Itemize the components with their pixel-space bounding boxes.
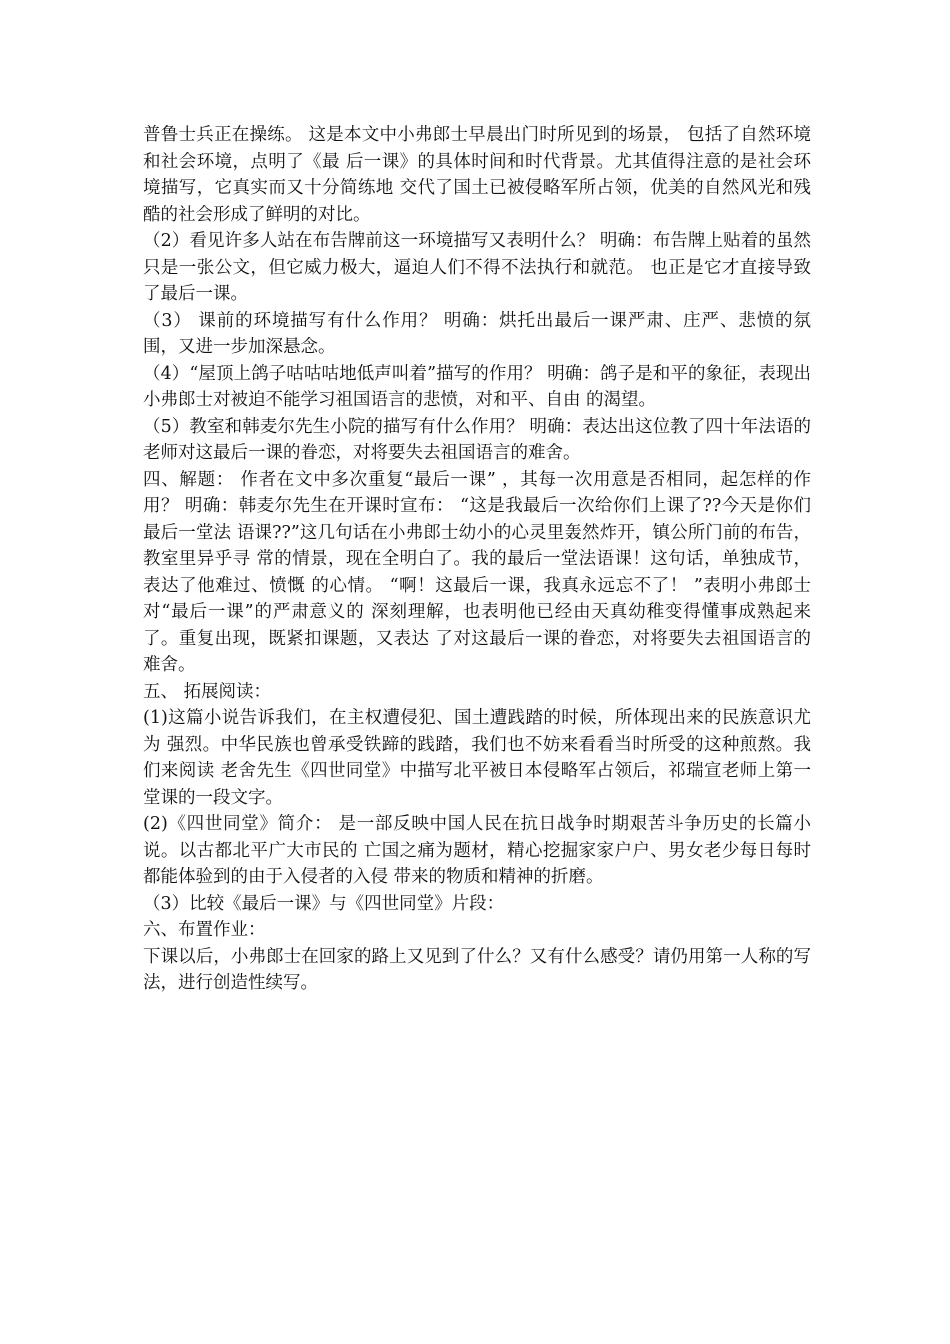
heading-section-5: 五、 拓展阅读： — [143, 681, 272, 702]
paragraph-extended-reading-1: (1)这篇小说告诉我们，在主权遭侵犯、国土遭践踏的时候，所体现出来的民族意识尤为 强烈。中华民族也曾承受铁蹄的践踏，我们也不妨来看看当时所受的这种煎熬。我们来阅读 老舍先生《四世同堂》中描写北平被日本侵略军占领后，祁瑞宣老师上第一堂课的一段文字。 — [143, 708, 811, 808]
paragraph-section-4-title-analysis: 四、解题： 作者在文中多次重复“最后一课” ，其每一次用意是否相同，起怎样的作用？ 明确：韩麦尔先生在开课时宣布： “这是我最后一次给你们上课了??今天是你们最后一堂法 语课??”这几句话在小弗郎士幼小的心灵里轰然炸开，镇公所门前的布告，教室里异乎寻 常的情景，现在全明白了。我的最后一堂法语课！这句话，单独成节，表达了他难过、愤慨 的心情。 “啊！这最后一课，我真永远忘不了！ ”表明小弗郎士对“最后一课”的严肃意义的 深刻理解，也表明他已经由天真幼稚变得懂事成熟起来了。重复出现，既紧扣课题，又表达 了对这最后一课的眷恋，对将要失去祖国语言的难舍。 — [143, 469, 811, 675]
paragraph-question-5: （5）教室和韩麦尔先生小院的描写有什么作用？ 明确：表达出这位教了四十年法语的老师对这最后一课的眷恋，对将要失去祖国语言的难舍。 — [143, 416, 811, 463]
paragraph-extended-reading-2: (2)《四世同堂》简介： 是一部反映中国人民在抗日战争时期艰苦斗争历史的长篇小说。以古都北平广大市民的 亡国之痛为题材，精心挖掘家家户户、男女老少每日每时都能体验到的由于入侵者的入侵 带来的物质和精神的折磨。 — [143, 814, 811, 887]
paragraph-scene-description: 普鲁士兵正在操练。 这是本文中小弗郎士早晨出门时所见到的场景， 包括了自然环境和社会环境，点明了《最 后一课》的具体时间和时代背景。尤其值得注意的是社会环境描写，它真实而又十分简练地 交代了国土已被侵略军所占领，优美的自然风光和残酷的社会形成了鲜明的对比。 — [143, 125, 811, 225]
paragraph-question-2: （2）看见许多人站在布告牌前这一环境描写又表明什么？ 明确：布告牌上贴着的虽然只是一张公文，但它威力极大，逼迫人们不得不法执行和就范。 也正是它才直接导致了最后一课。 — [143, 231, 811, 304]
paragraph-homework: 下课以后，小弗郎士在回家的路上又见到了什么？又有什么感受？请仍用第一人称的写 法，进行创造性续写。 — [143, 946, 811, 993]
paragraph-question-3: （3） 课前的环境描写有什么作用？ 明确：烘托出最后一课严肃、庄严、悲愤的氛围，又进一步加深悬念。 — [143, 310, 811, 357]
heading-section-6: 六、布置作业： — [143, 920, 266, 940]
paragraph-extended-reading-3: （3）比较《最后一课》与《四世同堂》片段： — [143, 893, 505, 914]
document-page — [143, 122, 811, 997]
paragraph-question-4: （4）“屋顶上鸽子咕咕咕地低声叫着”描写的作用？ 明确：鸽子是和平的象征，表现出小弗郎士对被迫不能学习祖国语言的悲愤，对和平、自由 的渴望。 — [143, 363, 811, 410]
